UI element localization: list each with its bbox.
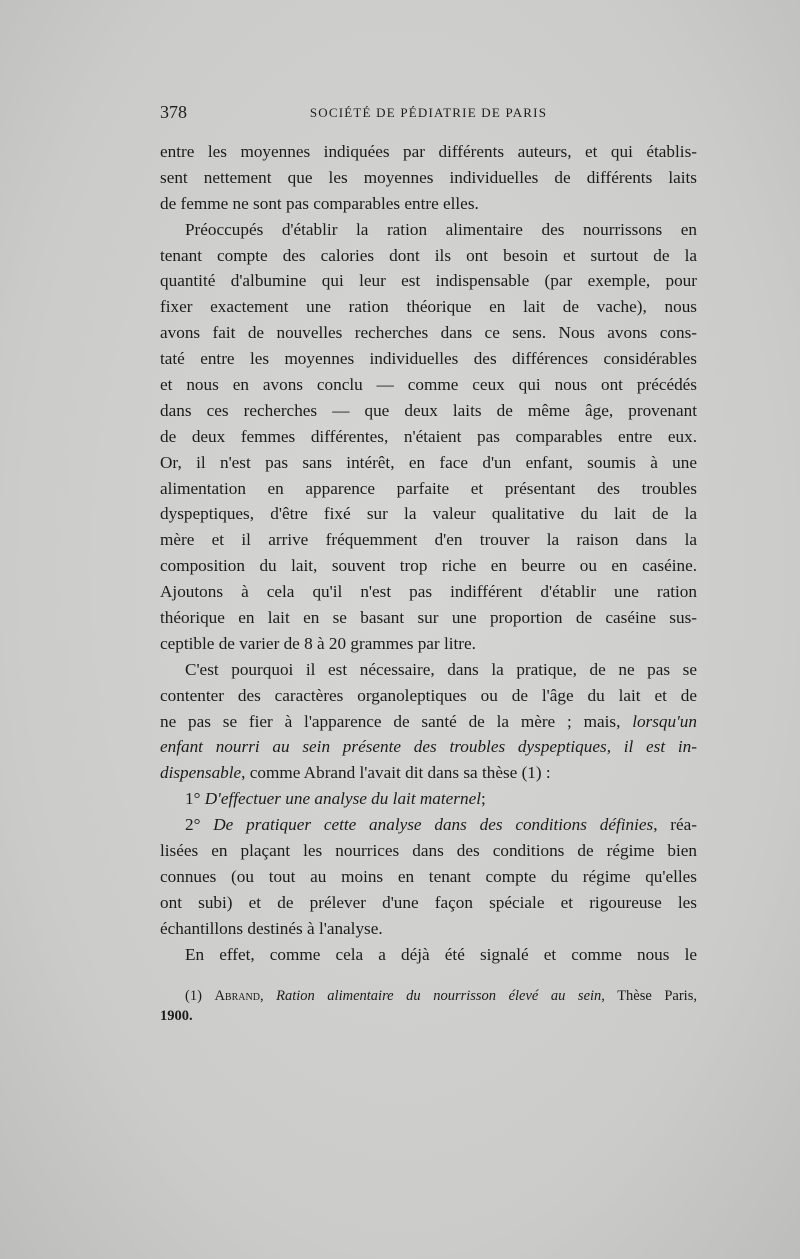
text-line — [160, 372, 697, 398]
text-line — [160, 320, 697, 346]
text-segment: dyspeptiques, d'être fixé sur la valeur qualitative du lait de la — [160, 504, 697, 524]
text-line — [160, 579, 697, 605]
body-text — [160, 139, 697, 968]
text-segment: composition du lait, souvent trop riche en beurre ou en caséine. — [160, 556, 697, 576]
text-segment: dans ces recherches — que deux laits de même âge, provenant — [160, 400, 697, 420]
text-segment: ne pas se fier à l'apparence de santé de la mère ; mais, — [160, 711, 633, 731]
footnote-year: 1900. — [160, 1008, 193, 1024]
text-line — [160, 243, 697, 269]
text-segment: de femme ne sont pas comparables entre elles. — [160, 193, 479, 213]
text-segment: , comme Abrand l'avait dit dans sa thèse (1) : — [241, 763, 551, 783]
text-segment: fixer exactement une ration théorique en lait de vache), nous — [160, 297, 697, 317]
text-segment: échantillons destinés à l'analyse. — [160, 918, 383, 938]
text-line — [160, 527, 697, 553]
text-segment: théorique en lait en se basant sur une proportion de caséine sus- — [160, 608, 697, 628]
footnote-rest: , Thèse Paris, — [601, 988, 697, 1004]
text-segment: tenant compte des calories dont ils ont besoin et surtout de la — [160, 245, 697, 265]
text-segment: avons fait de nouvelles recherches dans ce sens. Nous avons cons- — [160, 323, 697, 343]
text-line — [160, 424, 697, 450]
italic-text: De pratiquer cette analyse dans des conditions définies — [213, 815, 654, 835]
text-segment: , réa- — [653, 815, 697, 835]
footnote-title: Ration alimentaire du nourrisson élevé au sein — [276, 988, 602, 1004]
page-header — [160, 102, 697, 126]
text-segment: Préoccupés d'établir la ration alimentaire des nourrissons en — [185, 219, 697, 239]
text-segment: Or, il n'est pas sans intérêt, en face d'un enfant, soumis à une — [160, 452, 697, 472]
text-segment: Ajoutons à cela qu'il n'est pas indifférent d'établir une ration — [160, 582, 697, 602]
footnote-separator: , — [259, 988, 277, 1004]
text-line — [160, 890, 697, 916]
text-segment: En effet, comme cela a déjà été signalé et comme nous le — [185, 944, 697, 964]
text-segment: ; — [480, 789, 486, 809]
text-segment: alimentation en apparence parfaite et présentant des troubles — [160, 478, 697, 498]
text-segment: ont subi) et de prélever d'une façon spéciale et rigoureuse les — [160, 892, 697, 912]
text-segment: de deux femmes différentes, n'étaient pas comparables entre eux. — [160, 426, 697, 446]
italic-text: D'effectuer une analyse du lait maternel — [204, 789, 481, 809]
text-line — [160, 786, 697, 812]
text-line — [160, 760, 697, 786]
text-line — [160, 631, 697, 657]
text-line — [160, 838, 697, 864]
footnote-author: Abrand — [214, 988, 260, 1004]
text-segment: ceptible de varier de 8 à 20 grammes par litre. — [160, 633, 476, 653]
text-segment: 2° — [185, 815, 214, 835]
italic-text: dispensable — [160, 763, 242, 783]
text-segment: C'est pourquoi il est nécessaire, dans la pratique, de ne pas se — [185, 659, 697, 679]
text-line — [160, 346, 697, 372]
text-line — [160, 864, 697, 890]
footnote-line — [160, 986, 697, 1006]
text-line — [160, 709, 697, 735]
text-line — [160, 191, 697, 217]
italic-text: lorsqu'un — [632, 711, 697, 731]
text-line — [160, 605, 697, 631]
text-line — [160, 450, 697, 476]
text-segment: lisées en plaçant les nourrices dans des conditions de régime bien — [160, 841, 697, 861]
italic-text: enfant nourri au sein présente des troubles dyspeptiques, il est in- — [160, 737, 697, 757]
text-segment: et nous en avons conclu — comme ceux qui nous ont précédés — [160, 375, 697, 395]
text-line — [160, 657, 697, 683]
text-segment: quantité d'albumine qui leur est indispensable (par exemple, pour — [160, 271, 697, 291]
text-segment: connues (ou tout au moins en tenant compte du régime qu'elles — [160, 866, 697, 886]
running-title: SOCIÉTÉ DE PÉDIATRIE DE PARIS — [309, 105, 548, 120]
page-number: 378 — [160, 102, 187, 122]
footnote-marker: (1) — [185, 988, 215, 1004]
text-line — [160, 942, 697, 968]
text-segment: taté entre les moyennes individuelles des différences considérables — [160, 349, 697, 369]
text-line — [160, 683, 697, 709]
text-line — [160, 217, 697, 243]
text-line — [160, 734, 697, 760]
text-segment: contenter des caractères organoleptiques ou de l'âge du lait et de — [160, 685, 697, 705]
text-line — [160, 398, 697, 424]
text-line — [160, 812, 697, 838]
text-line — [160, 165, 697, 191]
text-line — [160, 553, 697, 579]
text-segment: entre les moyennes indiquées par différents auteurs, et qui établis- — [160, 142, 697, 161]
text-line — [160, 916, 697, 942]
text-line — [160, 268, 697, 294]
text-line — [160, 501, 697, 527]
text-segment: 1° — [185, 789, 205, 809]
footnote — [160, 986, 697, 1026]
text-segment: sent nettement que les moyennes individuelles de différents laits — [160, 167, 697, 187]
text-segment: mère et il arrive fréquemment d'en trouver la raison dans la — [160, 530, 697, 550]
text-line — [160, 294, 697, 320]
text-line — [160, 476, 697, 502]
text-line — [160, 139, 697, 165]
